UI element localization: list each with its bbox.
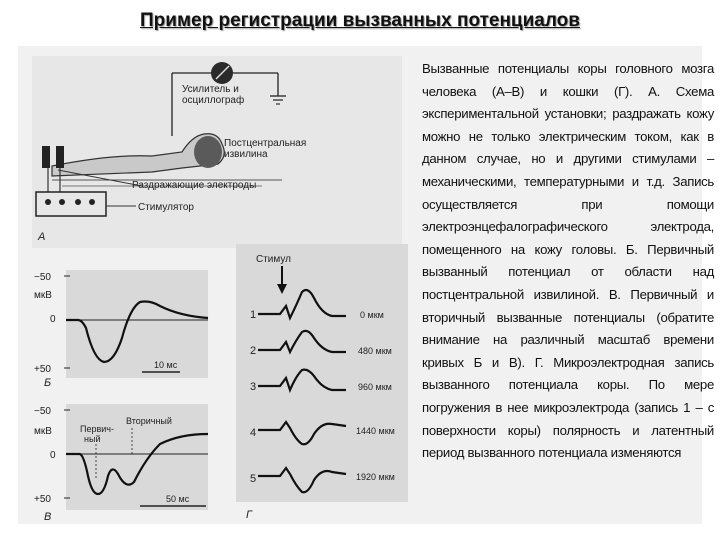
trace-depth-3: 960 мкм — [358, 382, 392, 392]
panel-b-tick-plus50: +50 — [34, 364, 51, 375]
trace-number-1: 1 — [250, 309, 257, 321]
trace-depth-5: 1920 мкм — [356, 472, 395, 482]
electrodes-label: Раздражающие электроды — [132, 180, 257, 191]
panel-v-tick-minus50: −50 — [34, 406, 51, 417]
panel-v-tick-plus50: +50 — [34, 494, 51, 505]
trace-row-1 — [250, 290, 384, 321]
trace-row-3 — [250, 370, 392, 393]
trace-depth-4: 1440 мкм — [356, 426, 395, 436]
panel-v-primary-label: Первич- — [80, 424, 114, 434]
trace-number-2: 2 — [250, 345, 257, 357]
panel-g-letter: Г — [246, 509, 252, 521]
panel-v-primary-label-2: ный — [84, 434, 101, 444]
slide-title: Пример регистрации вызванных потенциалов — [140, 10, 580, 31]
panel-v-tick-zero: 0 — [50, 450, 56, 461]
panel-b-time-scale: 10 мс — [154, 360, 178, 370]
trace-number-5: 5 — [250, 473, 257, 485]
panel-g-graph — [236, 244, 408, 524]
gyrus-label-2: извилина — [224, 149, 268, 160]
trace-row-5 — [250, 468, 395, 492]
trace-number-4: 4 — [250, 427, 257, 439]
trace-row-2 — [250, 331, 392, 357]
gyrus-label: Постцентральная — [224, 138, 307, 149]
panel-b-y-unit: мкВ — [34, 290, 52, 301]
trace-depth-2: 480 мкм — [358, 346, 392, 356]
panel-b-graph — [30, 264, 220, 394]
trace-row-4 — [250, 422, 395, 444]
caption-text: Вызванные потенциалы коры головного мозга человека (А–В) и кошки (Г). А. Схема экспериментальной установки; раздражать кожу можно не только электрическим током, как в данном случае, но и другими стимулами – механическими, температурными и т.д. Запись осуществляется при помощи электроэнцефалографического электрода, помещенного на кожу головы. Б. Первичный вызванный потенциал от области над постцентральной извилиной. В. Первичный и вторичный вызванные потенциалы (обратите внимание на различный масштаб времени кривых Б и В). Г. Микроэлектродная запись вызванного потенциала коры. По мере погружения в нее микроэлектрода (запись 1 – с поверхности коры) полярность и латентный период вызванного потенциала изменяются — [422, 61, 714, 461]
panel-a-setup-diagram — [32, 56, 402, 248]
panel-b-tick-minus50: −50 — [34, 272, 51, 283]
amplifier-label-2: осциллограф — [182, 95, 245, 106]
panel-v-graph — [30, 398, 220, 528]
stimulator-label: Стимулятор — [138, 202, 194, 213]
brain-gyrus-icon — [194, 136, 222, 168]
panel-b-primary-curve — [66, 302, 208, 363]
panel-v-letter: В — [44, 511, 52, 523]
trace-number-3: 3 — [250, 381, 257, 393]
panel-b-tick-zero: 0 — [50, 314, 56, 325]
panel-g-stimulus-label: Стимул — [256, 254, 291, 265]
trace-depth-1: 0 мкм — [360, 310, 384, 320]
stimulus-arrow-icon — [277, 284, 287, 294]
panel-b-letter: Б — [44, 377, 52, 389]
figure-caption — [422, 58, 714, 465]
panel-v-y-unit: мкВ — [34, 426, 52, 437]
amplifier-label: Усилитель и — [182, 84, 239, 95]
panel-v-time-scale: 50 мс — [166, 494, 190, 504]
panel-v-secondary-label: Вторичный — [126, 416, 172, 426]
panel-a-letter: А — [38, 231, 46, 243]
